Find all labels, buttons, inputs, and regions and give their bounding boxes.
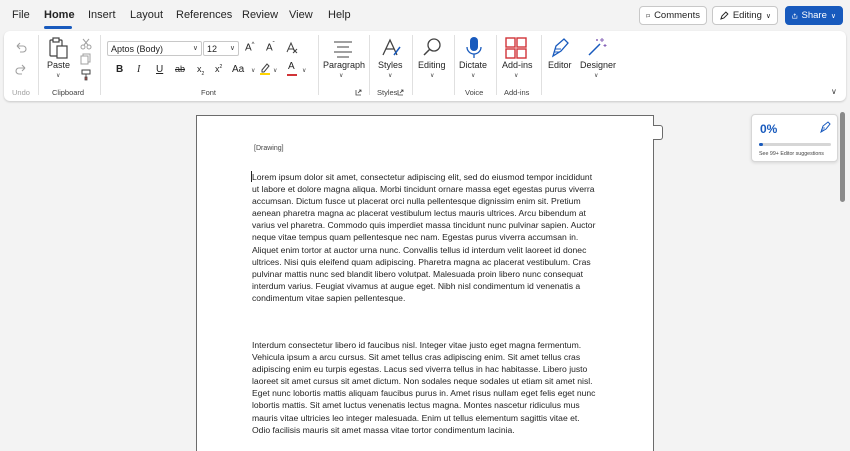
chevron-down-icon[interactable]: ∨: [339, 73, 344, 79]
chevron-down-icon[interactable]: ∨: [56, 73, 61, 79]
comment-icon: [646, 11, 650, 21]
font-color-button[interactable]: [288, 61, 295, 72]
shrink-font-icon: A: [266, 42, 273, 54]
tab-layout[interactable]: Layout: [130, 9, 164, 21]
chevron-down-icon[interactable]: ∨: [471, 73, 476, 79]
subscript-button[interactable]: $x_2$: [197, 64, 205, 77]
designer-label[interactable]: Designer: [580, 60, 617, 70]
underline-button[interactable]: U: [156, 64, 164, 75]
share-icon: [792, 11, 798, 21]
editor-progress-fill: [759, 143, 763, 146]
clipboard-group-label: Clipboard: [52, 88, 85, 97]
styles-group-label: Styles: [377, 88, 398, 97]
tab-file[interactable]: File: [12, 9, 30, 21]
editing-label[interactable]: Editing: [418, 60, 446, 70]
tab-help[interactable]: Help: [328, 9, 351, 21]
divider: [541, 35, 542, 95]
editor-label[interactable]: Editor: [548, 60, 572, 70]
highlighter-icon[interactable]: [259, 62, 271, 75]
divider: [38, 35, 39, 95]
editor-icon[interactable]: [550, 37, 572, 59]
tab-review[interactable]: Review: [242, 9, 279, 21]
undo-icon[interactable]: [14, 41, 28, 53]
editor-score-card[interactable]: [751, 114, 838, 162]
active-tab-indicator: [44, 26, 72, 29]
divider: [454, 35, 455, 95]
undo-group-label: Undo: [12, 88, 30, 97]
comments-label: Comments: [654, 10, 700, 21]
clear-formatting-icon[interactable]: [285, 41, 298, 54]
font-name-value: Aptos (Body): [111, 43, 164, 54]
editing-mode-button[interactable]: [712, 6, 778, 25]
grow-font-icon: A: [245, 42, 252, 54]
share-label: Share: [801, 10, 827, 21]
add-ins-group-label: Add-ins: [504, 88, 530, 97]
styles-label[interactable]: Styles: [378, 60, 403, 70]
subscript-icon: x: [197, 64, 202, 74]
voice-group-label: Voice: [465, 88, 484, 97]
copy-icon[interactable]: [80, 53, 92, 65]
microphone-icon[interactable]: [466, 36, 482, 60]
chevron-down-icon[interactable]: ∨: [594, 73, 599, 79]
paste-icon[interactable]: [46, 36, 70, 60]
body-paragraph-2[interactable]: Interdum consectetur libero id faucibus nisl. Integer vitae justo eget magna fermentum. Vehicula ipsum a arcu cursus. Sit amet tellus cras adipiscing enim. Sit amet tellus cras adipiscing enim eu turpis egestas. Lacus sed viverra tellus in hac habitasse. Libero justo laoreet sit amet cursus sit amet dictum. Non sodales neque sodales ut etiam sit amet nisl. Eget nunc lobortis mattis aliquam faucibus purus in. Amet risus nullam eget felis eget nunc lobortis mattis. Sit amet luctus venenatis lectus magna. Montes nascetur ridiculus mus mauris vitae ultricies leo integer malesuada. Enim ut tellus elementum sagittis vitae et. Odio facilisis mauris sit amet massa vitae tortor condimentum lacinia.: [252, 340, 596, 435]
divider: [412, 35, 413, 95]
search-icon[interactable]: [421, 36, 443, 58]
italic-button[interactable]: I: [137, 64, 141, 75]
dialog-launcher-icon[interactable]: [397, 89, 404, 96]
superscript-button[interactable]: $x^2$: [215, 64, 223, 74]
font-color-bar: [287, 74, 297, 76]
divider: [318, 35, 319, 95]
page-side-tab: [653, 125, 663, 140]
chevron-down-icon[interactable]: ∨: [388, 73, 393, 79]
chevron-down-icon: ∨: [830, 12, 836, 20]
editor-pen-icon[interactable]: [819, 121, 831, 133]
font-size-value: 12: [207, 43, 218, 54]
tab-view[interactable]: View: [289, 9, 313, 21]
styles-icon[interactable]: [380, 37, 402, 59]
chevron-down-icon: ∨: [765, 12, 771, 20]
chevron-down-icon[interactable]: ∨: [251, 68, 256, 74]
editor-score: 0%: [760, 122, 778, 136]
add-ins-icon[interactable]: [505, 37, 527, 59]
tab-home[interactable]: Home: [44, 9, 75, 21]
dialog-launcher-icon[interactable]: [355, 89, 362, 96]
paragraph-label[interactable]: Paragraph: [323, 60, 366, 70]
paste-label[interactable]: Paste: [47, 60, 71, 70]
bold-button[interactable]: B: [116, 64, 124, 75]
divider: [369, 35, 370, 95]
designer-icon[interactable]: [586, 36, 608, 58]
chevron-down-icon: ∨: [229, 45, 235, 52]
strikethrough-button[interactable]: ab: [175, 64, 186, 74]
menu-bar: [0, 0, 850, 31]
cut-icon[interactable]: [80, 38, 92, 50]
font-size-combo[interactable]: [203, 41, 239, 56]
divider: [496, 35, 497, 95]
comments-button[interactable]: [639, 6, 707, 25]
dictate-label[interactable]: Dictate: [459, 60, 488, 70]
tab-insert[interactable]: Insert: [88, 9, 116, 21]
redo-icon[interactable]: [14, 63, 28, 75]
chevron-down-icon[interactable]: ∨: [302, 68, 307, 74]
divider: [100, 35, 101, 95]
paragraph-icon[interactable]: [332, 39, 354, 59]
shrink-font-button[interactable]: $A^ˇ$: [266, 42, 275, 54]
editor-suggestions-link[interactable]: See 99+ Editor suggestions: [759, 151, 824, 157]
change-case-button[interactable]: Aa: [232, 64, 245, 75]
editing-mode-label: Editing: [732, 10, 762, 21]
vertical-scrollbar[interactable]: [840, 112, 845, 202]
chevron-down-icon[interactable]: ∨: [273, 68, 278, 74]
superscript-icon: x: [215, 64, 220, 74]
ribbon: [4, 31, 846, 101]
add-ins-label[interactable]: Add-ins: [502, 60, 533, 70]
font-name-combo[interactable]: [107, 41, 202, 56]
drawing-placeholder[interactable]: [Drawing]: [254, 145, 284, 152]
grow-font-button[interactable]: A^: [245, 42, 255, 54]
pencil-icon: [719, 11, 729, 21]
collapse-ribbon-icon[interactable]: ∨: [831, 87, 837, 96]
chevron-down-icon[interactable]: ∨: [430, 73, 435, 79]
format-painter-icon[interactable]: [80, 69, 92, 81]
font-group-label: Font: [201, 88, 217, 97]
chevron-down-icon[interactable]: ∨: [514, 73, 519, 79]
share-button[interactable]: [785, 6, 843, 25]
chevron-down-icon: ∨: [192, 45, 198, 52]
body-paragraph-1[interactable]: Lorem ipsum dolor sit amet, consectetur adipiscing elit, sed do eiusmod tempor incididunt ut labore et dolore magna aliqua. Morbi tincidunt ornare massa eget egestas purus viverra accumsan. Dictum fusce ut placerat orci nulla pellentesque dignissim enim sit. Pretium aenean pharetra magna ac placerat vestibulum lectus mauris ultrices. Arcu bibendum at varius vel pharetra. Commodo quis imperdiet massa tincidunt nunc pulvinar sapien. Auctor neque vitae tempus quam pellentesque nec nam. Egestas purus viverra accumsan in. Aliquet enim tortor at auctor urna nunc. Convallis tellus id interdum velit laoreet id donec ultrices. Nisi quis eleifend quam adipiscing. Pharetra magna ac placerat vestibulum. Cras pulvinar mattis nunc sed blandit libero volutpat. Malesuada proin libero nunc consequat interdum varius. Feugiat vivamus at augue eget. Nibh nisl condimentum id venenatis a condimentum vitae sapien pellentesque.: [252, 172, 596, 303]
font-color-icon: A: [288, 61, 295, 72]
editor-progress-bar: [759, 143, 831, 146]
tab-references[interactable]: References: [176, 9, 233, 21]
